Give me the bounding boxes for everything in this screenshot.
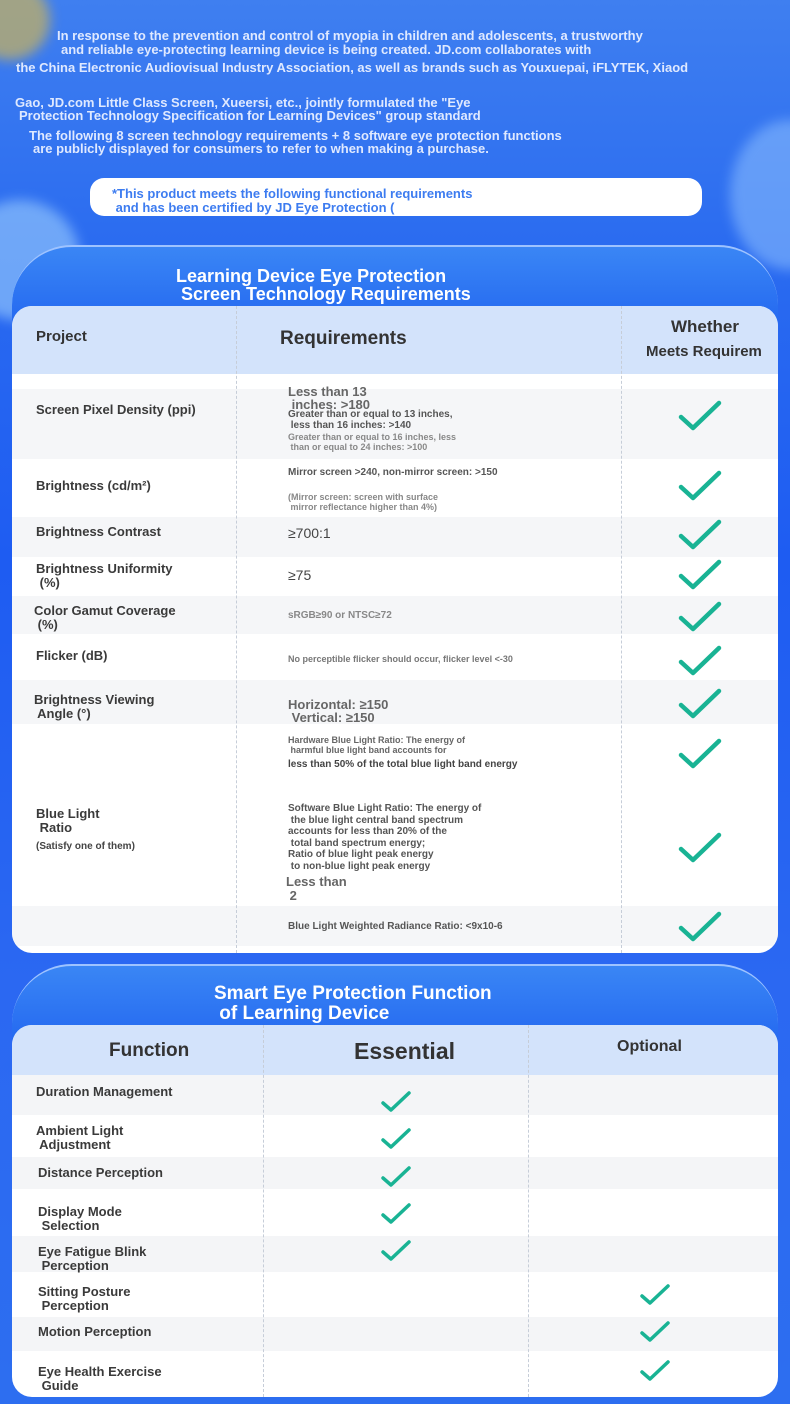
column-divider: [528, 1025, 529, 1397]
row-project: Color Gamut Coverage (%): [34, 603, 176, 632]
row-requirement: Hardware Blue Light Ratio: The energy of harmful blue light band accounts for: [288, 735, 466, 755]
title-line: of Learning Device: [214, 1003, 390, 1024]
header-essential: Essential: [354, 1038, 455, 1064]
intro-line: are publicly displayed for consumers to refer to when making a purchase.: [33, 141, 489, 156]
check-icon: [381, 1203, 411, 1225]
row-requirement: Software Blue Light Ratio: The energy of the blue light central band spectrum accounts for less than 20% of the total band spectrum energy; Ratio of blue light peak energy to non-blue light peak energy: [288, 803, 482, 872]
row-requirement: ≥75: [288, 567, 312, 583]
row-requirement: (Mirror screen: screen with surface mirror reflectance higher than 4%): [288, 492, 439, 512]
intro-line: Gao, JD.com Little Class Screen, Xueersi, etc., jointly formulated the "Eye: [15, 95, 471, 110]
intro-line: The following 8 screen technology requirements + 8 software eye protection functions: [29, 128, 562, 143]
screen-section-title: [176, 267, 471, 303]
background-blob: [730, 120, 790, 270]
function-name: Eye Fatigue Blink Perception: [38, 1244, 147, 1273]
background-blob: [0, 0, 50, 60]
function-name: Duration Management: [36, 1084, 173, 1099]
check-icon: [640, 1321, 670, 1343]
title-line: Learning Device Eye Protection: [176, 266, 447, 286]
screen-requirements-table: [12, 306, 778, 953]
function-name: Ambient Light Adjustment: [36, 1123, 124, 1152]
column-divider: [621, 306, 622, 953]
row-requirement: Horizontal: ≥150 Vertical: ≥150: [288, 697, 389, 725]
check-icon: [678, 601, 722, 633]
intro-line: the China Electronic Audiovisual Industry Association, as well as brands such as Youxuepai, iFLYTEK, Xiaod: [16, 60, 689, 75]
row-requirement: No perceptible flicker should occur, flicker level <-30: [288, 654, 513, 664]
notice-line: and has been certified by JD Eye Protection (: [112, 200, 395, 215]
row-project: Flicker (dB): [36, 648, 108, 663]
header-whether: Whether: [671, 317, 739, 336]
check-icon: [640, 1360, 670, 1382]
row-requirement: Less than 2: [286, 874, 347, 903]
check-icon: [678, 519, 722, 551]
header-optional: Optional: [617, 1038, 682, 1055]
check-icon: [678, 559, 722, 591]
function-name: Sitting Posture Perception: [38, 1284, 131, 1313]
header-requirements: Requirements: [280, 328, 407, 349]
row-project: Brightness Viewing Angle (°): [34, 692, 155, 721]
check-icon: [678, 688, 722, 720]
row-requirement: Less than 13 inches: >180: [288, 384, 371, 412]
check-icon: [381, 1240, 411, 1262]
row-project: Brightness (cd/m²): [36, 478, 151, 493]
function-table: [12, 1025, 778, 1397]
function-name: Motion Perception: [38, 1324, 152, 1339]
function-name: Eye Health Exercise Guide: [38, 1364, 162, 1393]
check-icon: [678, 645, 722, 677]
row-requirement: Greater than or equal to 16 inches, less than or equal to 24 inches: >100: [288, 432, 457, 452]
check-icon: [381, 1091, 411, 1113]
header-function: Function: [109, 1040, 190, 1061]
function-name: Display Mode Selection: [38, 1204, 122, 1233]
row-requirement: Greater than or equal to 13 inches, less than 16 inches: >140: [288, 409, 453, 431]
certification-notice: [90, 178, 702, 216]
row-requirement: ≥700:1: [288, 525, 331, 541]
check-icon: [381, 1166, 411, 1188]
row-project-note: (Satisfy one of them): [36, 841, 135, 852]
title-line: Screen Technology Requirements: [176, 284, 471, 304]
check-icon: [678, 470, 722, 502]
function-name: Distance Perception: [38, 1165, 163, 1180]
check-icon: [678, 832, 722, 864]
check-icon: [678, 911, 722, 943]
row-project: Screen Pixel Density (ppi): [36, 402, 196, 417]
function-section-title: [214, 984, 492, 1024]
check-icon: [678, 400, 722, 432]
intro-line: In response to the prevention and control of myopia in children and adolescents, a trustworthy: [57, 28, 643, 43]
check-icon: [678, 738, 722, 770]
row-project: Blue Light Ratio: [36, 806, 100, 835]
row-project: Brightness Contrast: [36, 524, 161, 539]
title-line: Smart Eye Protection Function: [214, 983, 492, 1004]
row-project: Brightness Uniformity (%): [36, 561, 173, 590]
intro-line: Protection Technology Specification for Learning Devices" group standard: [19, 108, 481, 123]
header-meets: Meets Requirem: [646, 343, 762, 360]
check-icon: [640, 1284, 670, 1306]
column-divider: [236, 306, 237, 953]
row-requirement: less than 50% of the total blue light band energy: [288, 759, 518, 770]
column-divider: [263, 1025, 264, 1397]
notice-line: *This product meets the following functional requirements: [112, 186, 473, 201]
row-requirement: Mirror screen >240, non-mirror screen: >150: [288, 467, 498, 478]
row-requirement: Blue Light Weighted Radiance Ratio: <9x10-6: [288, 921, 503, 932]
check-icon: [381, 1128, 411, 1150]
header-project: Project: [36, 328, 87, 345]
row-requirement: sRGB≥90 or NTSC≥72: [288, 610, 392, 621]
intro-line: and reliable eye-protecting learning device is being created. JD.com collaborates with: [61, 42, 592, 57]
